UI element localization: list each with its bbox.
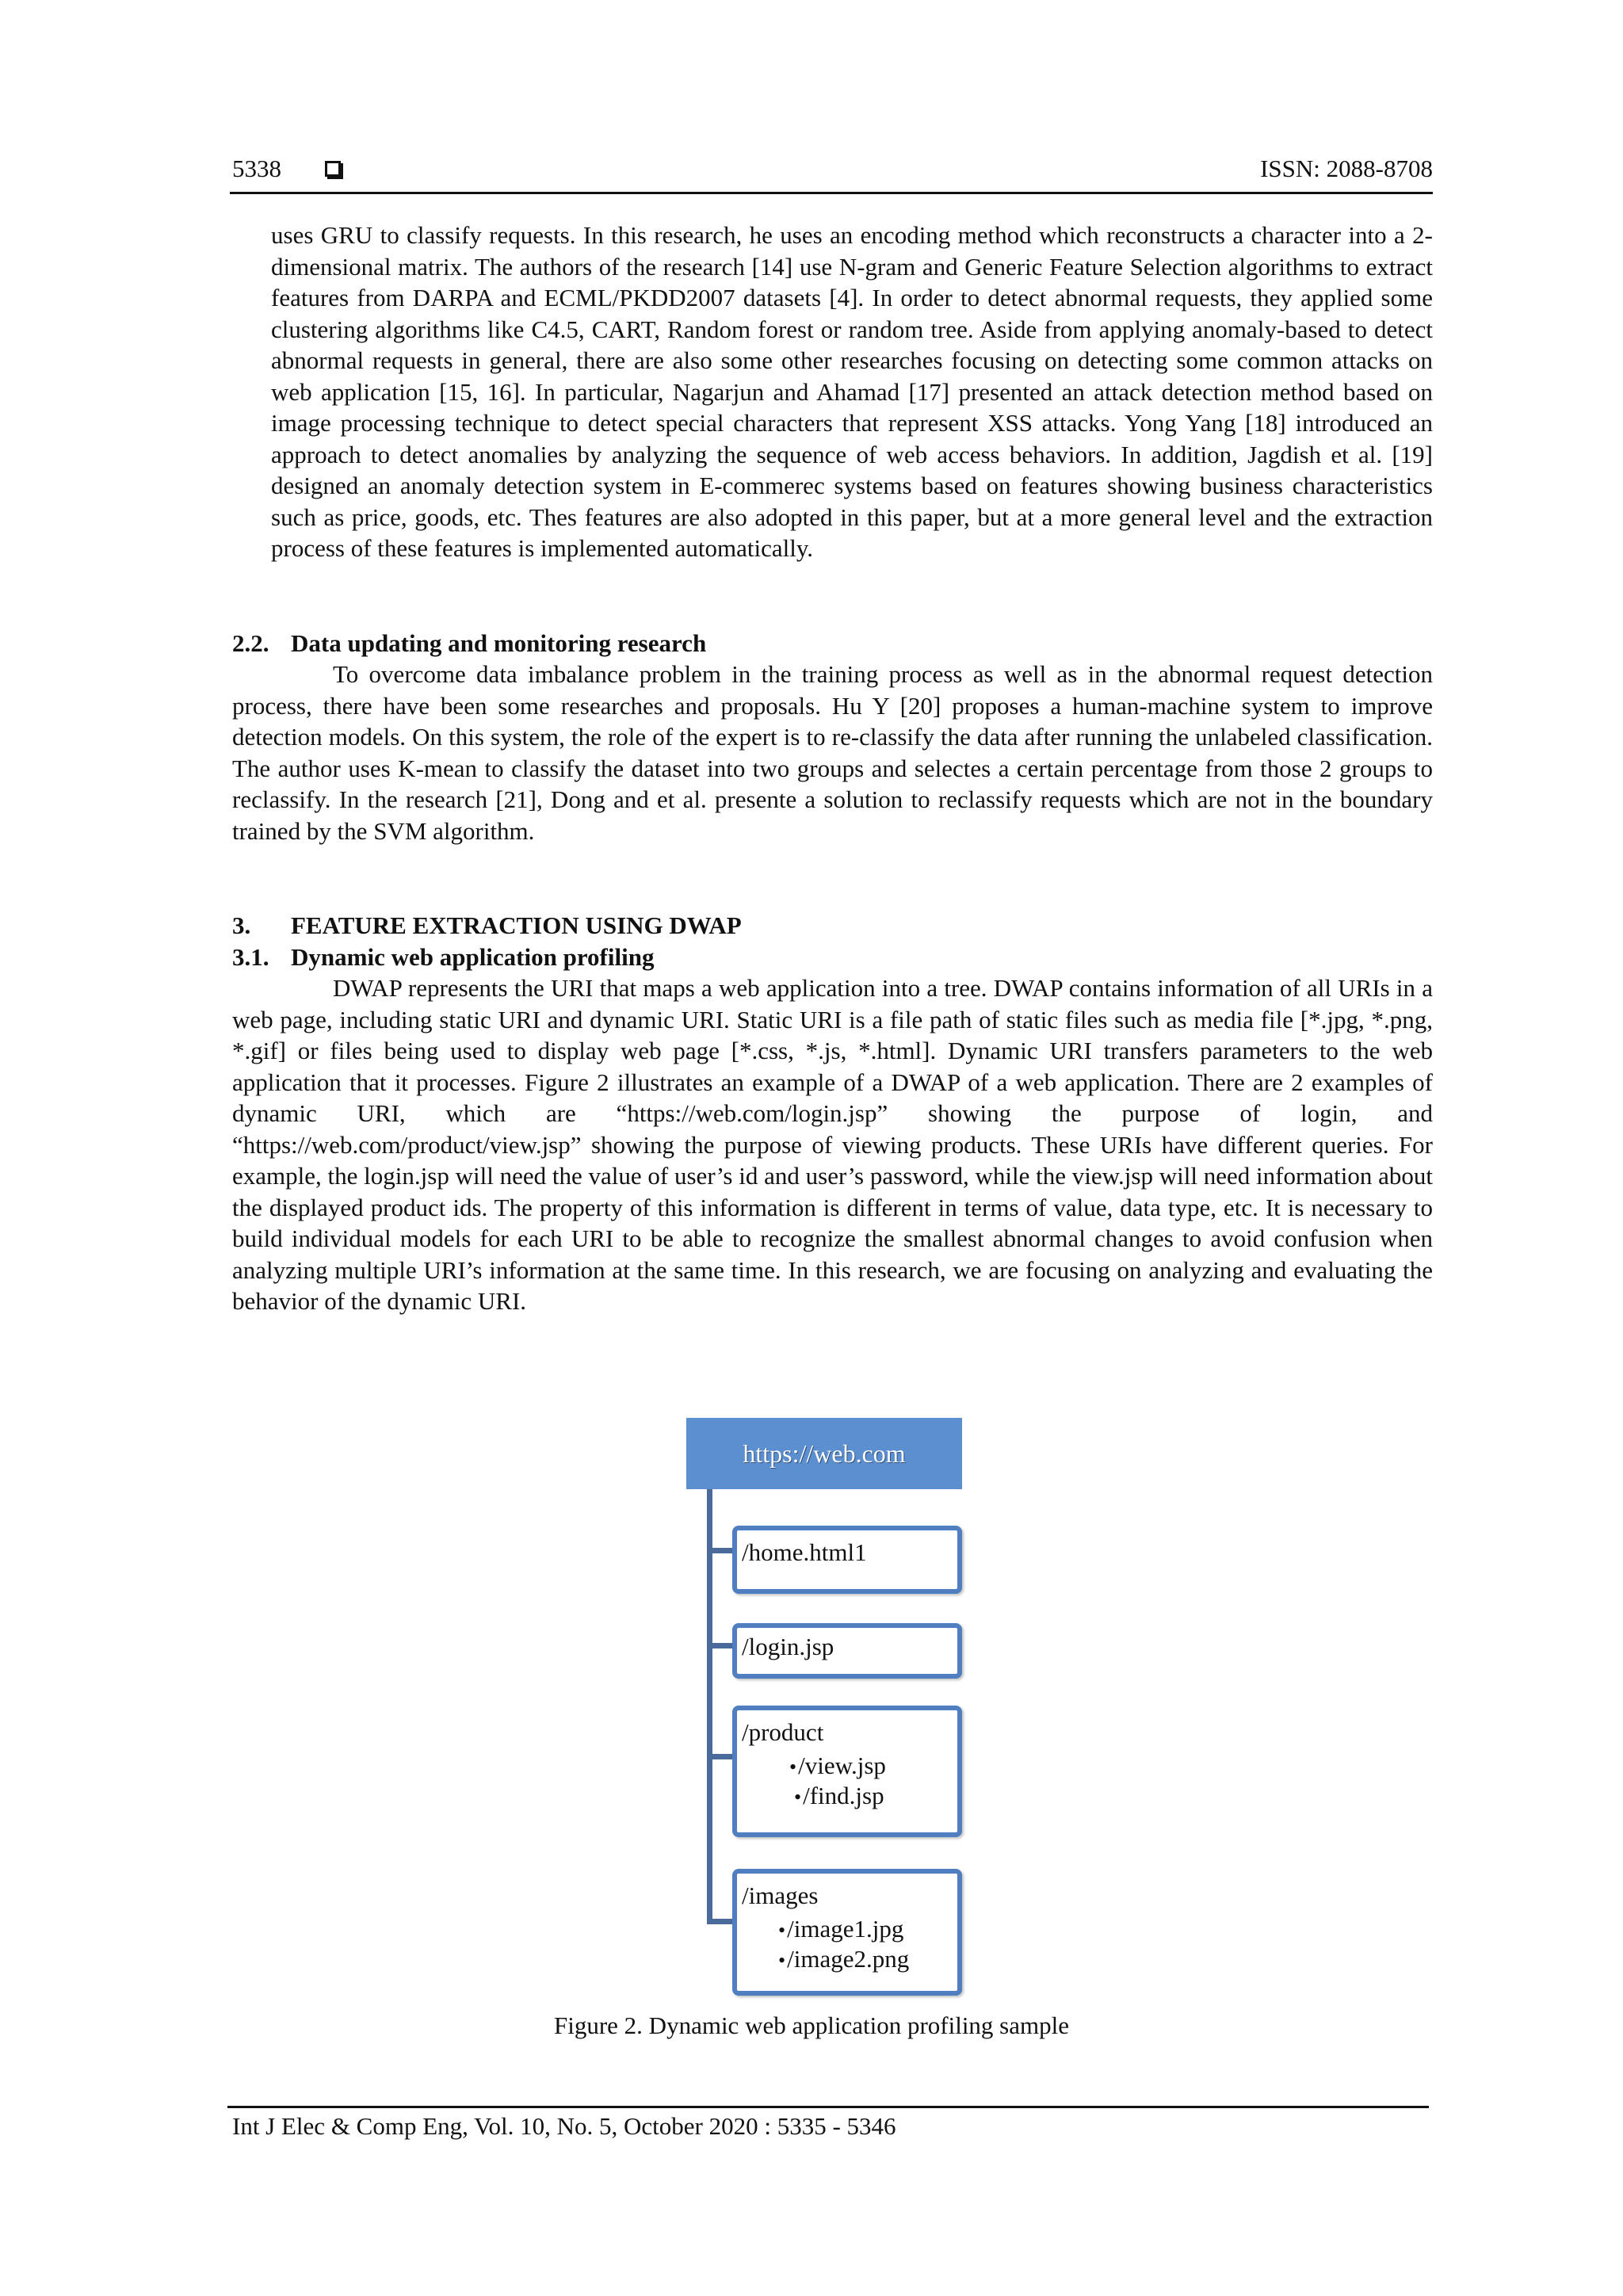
journal-citation-footer: Int J Elec & Comp Eng, Vol. 10, No. 5, October 2020 : 5335 - 5346 [232,2112,896,2140]
figure-caption: Figure 2. Dynamic web application profiling sample [554,2011,1069,2039]
tree-branch-connector [707,1754,732,1759]
tree-branch-connector [707,1643,732,1648]
tree-node-images [732,1869,962,1996]
tree-root-node: https://web.com [686,1418,962,1489]
node-label: /product [742,1718,824,1746]
section-heading-3-1 [232,942,654,973]
tree-node-login [732,1623,962,1679]
tree-child-item: •/view.jsp [789,1752,886,1779]
tree-branch-connector [707,1919,732,1924]
section-number: 3. [232,911,251,939]
tree-child-item: •/find.jsp [794,1782,884,1809]
section-heading-3 [232,910,742,942]
square-icon [325,161,341,177]
tree-branch-connector [707,1548,732,1553]
tree-trunk-connector [707,1489,712,1924]
node-label: /home.html1 [742,1538,867,1566]
section-title: Data updating and monitoring research [291,629,707,657]
node-label: /images [742,1881,819,1909]
tree-node-home [732,1526,962,1594]
tree-child-item: •/image2.png [778,1945,910,1973]
page-number: 5338 [232,155,281,182]
section-title: Dynamic web application profiling [291,943,655,971]
journal-issn: ISSN: 2088-8708 [1260,155,1433,182]
dwap-tree-figure [682,1415,975,2001]
body-paragraph-continuation: uses GRU to classify requests. In this research, he uses an encoding method which reconstructs a character into a 2-dimensional matrix. The authors of the research [14] use N-gram and Generic Feature Selection algorithms to extract features from DARPA and ECML/PKDD2007 datasets [4]. In order to detect abnormal requests, they applied some clustering algorithms like C4.5, CART, Random forest or random tree. Aside from applying anomaly-based to detect abnormal requests in general, there are also some other researches focusing on detecting some common attacks on web application [15, 16]. In particular, Nagarjun and Ahamad [17] presented an attack detection method based on image processing technique to detect special characters that represent XSS attacks. Yong Yang [18] introduced an approach to detect anomalies by analyzing the sequence of web access behaviors. In addition, Jagdish et al. [19] designed an anomaly detection system in E-commerec systems based on features showing business characteristics such as price, goods, etc. Thes features are also adopted in this paper, but at a more general level and the extraction process of these features is implemented automatically. [271,221,1433,562]
section-number: 3.1. [232,943,269,971]
tree-node-product [732,1706,962,1837]
section-number: 2.2. [232,629,269,657]
node-label: /login.jsp [742,1633,834,1660]
section-2-2-paragraph: To overcome data imbalance problem in the training process as well as in the abnormal request detection process, there have been some researches and proposals. Hu Y [20] proposes a human-machine system to improve detection models. On this system, the role of the expert is to re-classify the data after running the unlabeled classification. The author uses K-mean to classify the dataset into two groups and selectes a certain percentage from those 2 groups to reclassify. In the research [21], Dong and et al. presente a solution to reclassify requests which are not in the boundary trained by the SVM algorithm. [232,660,1433,845]
section-3-1-paragraph: DWAP represents the URI that maps a web application into a tree. DWAP contains information of all URIs in a web page, including static URI and dynamic URI. Static URI is a file path of static files such as media file [*.jpg, *.png, *.gif] or files being used to display web page [*.css, *.js, *.html]. Dynamic URI transfers parameters to the web application that it processes. Figure 2 illustrates an example of a DWAP of a web application. There are 2 examples of dynamic URI, which are “https://web.com/login.jsp” showing the purpose of login, and “https://web.com/product/view.jsp” showing the purpose of viewing products. These URIs have different queries. For example, the login.jsp will need the value of user’s id and user’s password, while the view.jsp will need information about the displayed product ids. The property of this information is different in terms of value, data type, etc. It is necessary to build individual models for each URI to be able to recognize the smallest abnormal changes to avoid confusion when analyzing multiple URI’s information at the same time. In this research, we are focusing on analyzing and evaluating the behavior of the dynamic URI. [232,974,1433,1315]
header-divider [230,192,1433,194]
section-heading-2-2 [232,628,706,659]
section-title: FEATURE EXTRACTION USING DWAP [291,911,742,939]
tree-child-item: •/image1.jpg [778,1915,904,1943]
footer-divider [227,2106,1429,2108]
